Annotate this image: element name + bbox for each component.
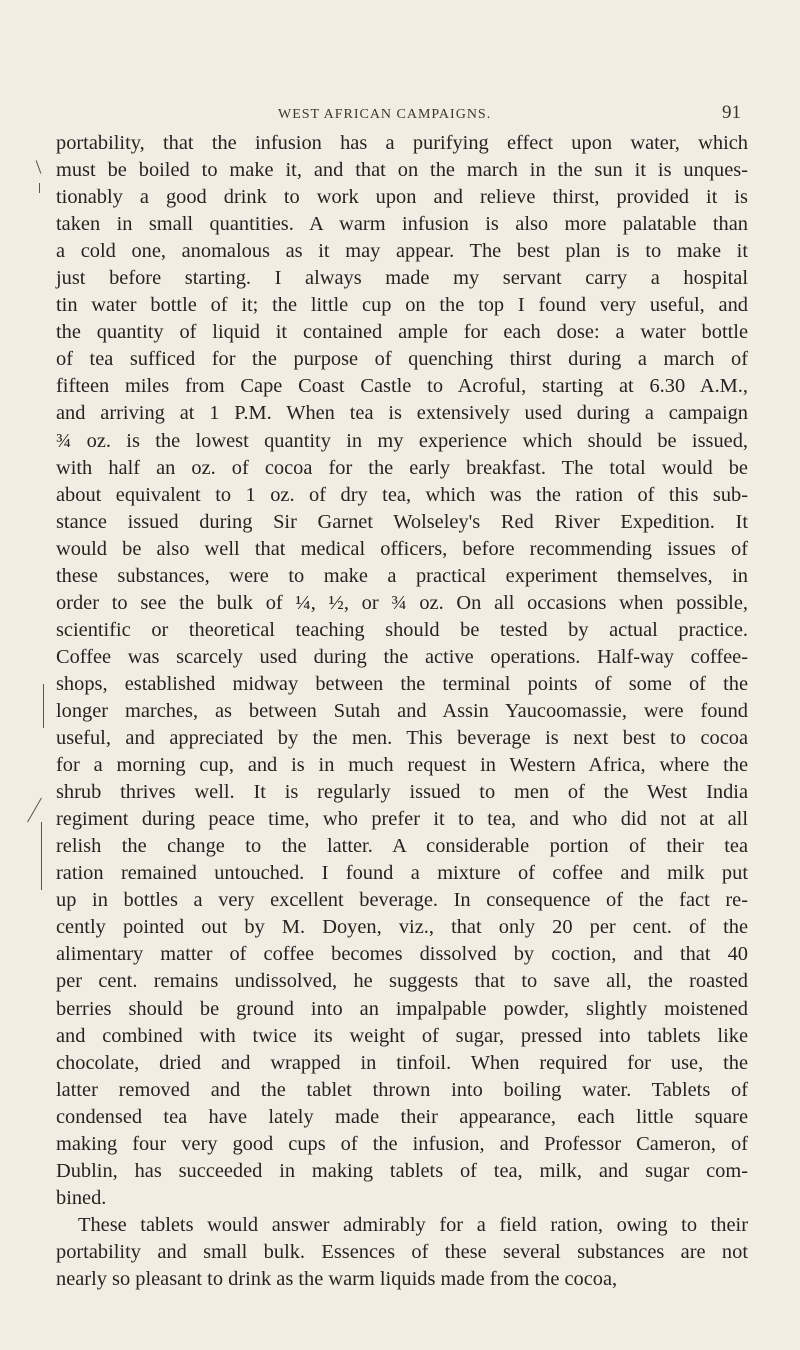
text-line: must be boiled to make it, and that on the march in the sun it is unques- <box>56 159 748 182</box>
page-number: 91 <box>722 102 741 123</box>
text-line: stance issued during Sir Garnet Wolseley's Red River Expedition. It <box>56 510 748 533</box>
text-line: shrub thrives well. It is regularly issued to men of the West India <box>56 781 748 804</box>
text-line: of tea sufficed for the purpose of quenching thirst during a march of <box>56 348 748 371</box>
margin-mark <box>39 183 40 193</box>
text-line: cently pointed out by M. Doyen, viz., that only 20 per cent. of the <box>56 916 748 939</box>
text-line: and combined with twice its weight of sugar, pressed into tablets like <box>56 1024 748 1047</box>
text-line: berries should be ground into an impalpable powder, slightly moistened <box>56 997 748 1020</box>
text-line: Coffee was scarcely used during the active operations. Half-way coffee- <box>56 645 748 668</box>
text-line: a cold one, anomalous as it may appear. The best plan is to make it <box>56 240 748 263</box>
text-line: bined. <box>56 1186 107 1209</box>
text-line: These tablets would answer admirably for a field ration, owing to their <box>78 1213 748 1236</box>
text-line: per cent. remains undissolved, he suggests that to save all, the roasted <box>56 970 748 993</box>
text-line: with half an oz. of cocoa for the early breakfast. The total would be <box>56 456 748 479</box>
text-line: tionably a good drink to work upon and relieve thirst, provided it is <box>56 186 748 209</box>
text-line: condensed tea have lately made their appearance, each little square <box>56 1105 748 1128</box>
margin-mark <box>41 822 42 890</box>
margin-mark <box>27 798 42 823</box>
text-line: portability and small bulk. Essences of these several substances are not <box>56 1240 748 1263</box>
body-text <box>56 130 748 1293</box>
text-line: taken in small quantities. A warm infusion is also more palatable than <box>56 213 748 236</box>
text-line: and arriving at 1 P.M. When tea is extensively used during a campaign <box>56 402 748 425</box>
text-line: regiment during peace time, who prefer it to tea, and who did not at all <box>56 808 748 831</box>
margin-mark <box>43 684 44 728</box>
paragraph <box>56 130 748 1212</box>
text-line: would be also well that medical officers, before recommending issues of <box>56 537 748 560</box>
text-line: about equivalent to 1 oz. of dry tea, which was the ration of this sub- <box>56 483 748 506</box>
text-line: just before starting. I always made my servant carry a hospital <box>56 267 748 290</box>
text-line: these substances, were to make a practical experiment themselves, in <box>56 564 748 587</box>
text-line: nearly so pleasant to drink as the warm liquids made from the cocoa, <box>56 1267 618 1290</box>
text-line: latter removed and the tablet thrown into boiling water. Tablets of <box>56 1078 748 1101</box>
margin-mark <box>36 160 42 173</box>
text-line: making four very good cups of the infusion, and Professor Cameron, of <box>56 1132 748 1155</box>
text-line: ¾ oz. is the lowest quantity in my experience which should be issued, <box>56 429 748 452</box>
text-line: fifteen miles from Cape Coast Castle to Acroful, starting at 6.30 A.M., <box>56 375 748 398</box>
text-line: useful, and appreciated by the men. This beverage is next best to cocoa <box>56 727 748 750</box>
text-line: portability, that the infusion has a purifying effect upon water, which <box>56 132 748 154</box>
text-line: ration remained untouched. I found a mixture of coffee and milk put <box>56 862 748 885</box>
running-title: WEST AFRICAN CAMPAIGNS. <box>278 107 492 122</box>
text-line: tin water bottle of it; the little cup on the top I found very useful, and <box>56 294 748 317</box>
text-line: longer marches, as between Sutah and Assin Yaucoomassie, were found <box>56 699 748 722</box>
text-line: the quantity of liquid it contained ample for each dose: a water bottle <box>56 321 748 344</box>
text-line: order to see the bulk of ¼, ½, or ¾ oz. On all occasions when possible, <box>56 591 748 614</box>
text-line: for a morning cup, and is in much request in Western Africa, where the <box>56 754 748 777</box>
text-line: scientific or theoretical teaching should be tested by actual practice. <box>56 618 748 641</box>
text-line: shops, established midway between the terminal points of some of the <box>56 672 748 695</box>
text-line: Dublin, has succeeded in making tablets of tea, milk, and sugar com- <box>56 1159 748 1182</box>
text-line: alimentary matter of coffee becomes dissolved by coction, and that 40 <box>56 943 748 966</box>
paragraph <box>56 1212 748 1293</box>
text-line: chocolate, dried and wrapped in tinfoil. When required for use, the <box>56 1051 748 1074</box>
text-line: relish the change to the latter. A considerable portion of their tea <box>56 835 748 858</box>
text-line: up in bottles a very excellent beverage. In consequence of the fact re- <box>56 889 748 912</box>
